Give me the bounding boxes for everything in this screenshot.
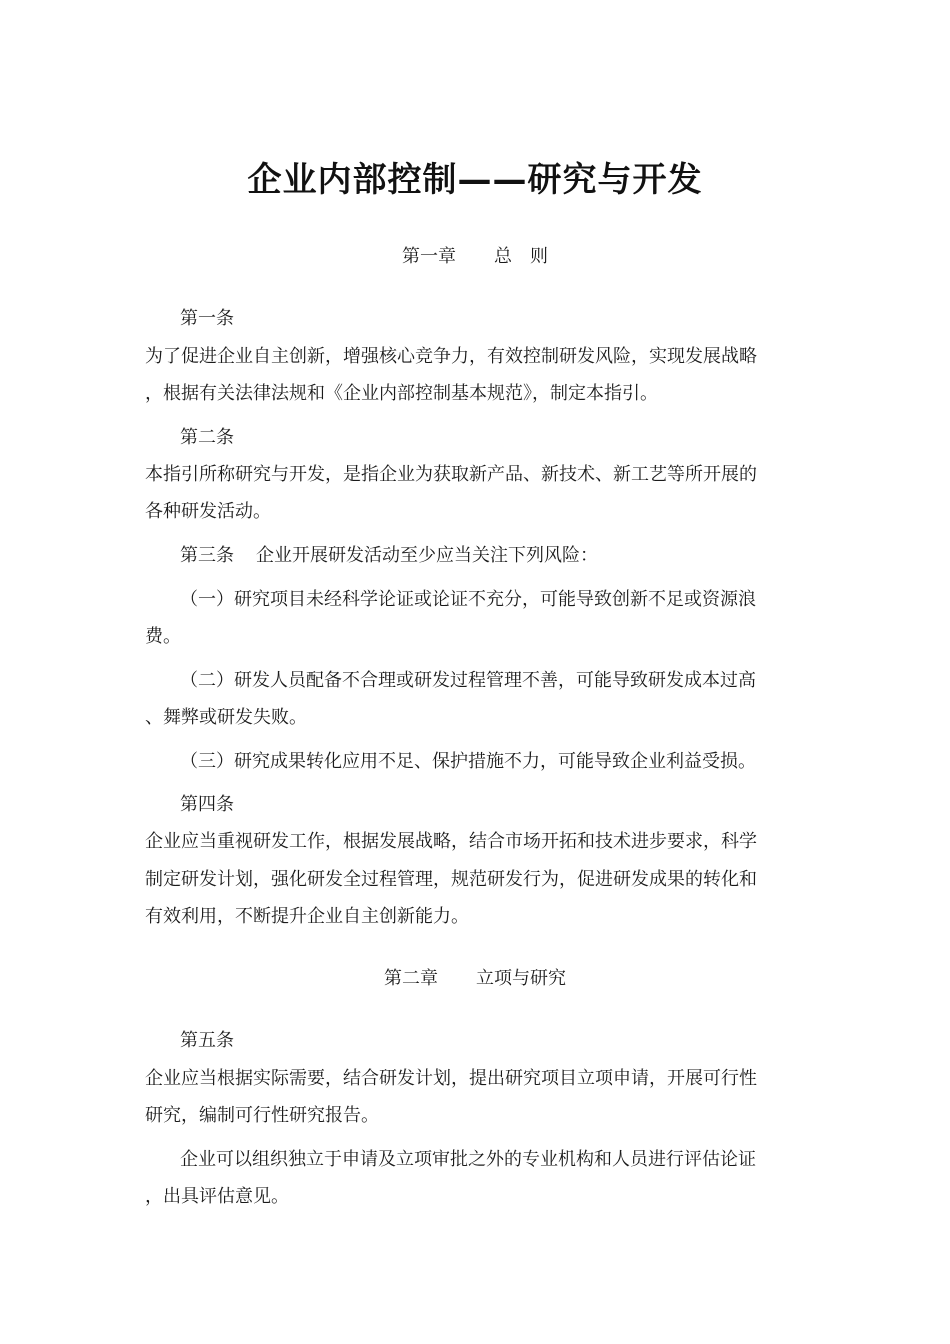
article-2-text-line-2: 各种研发活动。 xyxy=(145,501,271,522)
risk-2-line-2: 、舞弊或研发失败。 xyxy=(145,707,307,728)
article-2-label: 第二条 xyxy=(180,427,234,448)
article-4-text-line-3: 有效利用，不断提升企业自主创新能力。 xyxy=(145,906,469,927)
article-3-text: 企业开展研发活动至少应当关注下列风险： xyxy=(256,545,598,566)
chapter-1-heading xyxy=(0,244,950,270)
chapter-2-name: 立项与研究 xyxy=(476,968,566,989)
article-1-text-line-2: ，根据有关法律法规和《企业内部控制基本规范》，制定本指引。 xyxy=(145,383,658,404)
article-3 xyxy=(180,543,598,569)
article-1-label: 第一条 xyxy=(180,308,234,329)
chapter-1-label: 第一章 xyxy=(402,246,456,267)
article-5-text-line-2: 研究，编制可行性研究报告。 xyxy=(145,1105,379,1126)
article-5-label: 第五条 xyxy=(180,1030,234,1051)
chapter-2-label: 第二章 xyxy=(384,968,438,989)
risk-3-line-1: （三）研究成果转化应用不足、保护措施不力，可能导致企业利益受损。 xyxy=(180,751,756,772)
article-2-text-line-1: 本指引所称研究与开发，是指企业为获取新产品、新技术、新工艺等所开展的 xyxy=(145,464,757,485)
risk-2-line-1: （二）研发人员配备不合理或研发过程管理不善，可能导致研发成本过高 xyxy=(180,670,756,691)
article-4-text-line-2: 制定研发计划，强化研发全过程管理，规范研发行为，促进研发成果的转化和 xyxy=(145,869,757,890)
article-5-text-line-1: 企业应当根据实际需要，结合研发计划，提出研究项目立项申请，开展可行性 xyxy=(145,1068,757,1089)
document-title: 企业内部控制——研究与开发 xyxy=(247,160,703,200)
article-3-label: 第三条 xyxy=(180,545,234,566)
article-4-text-line-1: 企业应当重视研发工作，根据发展战略，结合市场开拓和技术进步要求，科学 xyxy=(145,831,757,852)
chapter-1-name: 总 则 xyxy=(494,246,548,267)
risk-1-line-1: （一）研究项目未经科学论证或论证不充分，可能导致创新不足或资源浪 xyxy=(180,589,756,610)
risk-1-line-2: 费。 xyxy=(145,626,181,647)
article-1-text-line-1: 为了促进企业自主创新，增强核心竞争力，有效控制研发风险，实现发展战略 xyxy=(145,346,757,367)
article-5-para-2-line-1: 企业可以组织独立于申请及立项审批之外的专业机构和人员进行评估论证 xyxy=(180,1149,756,1170)
article-5-para-2-line-2: ，出具评估意见。 xyxy=(145,1186,289,1207)
chapter-2-heading xyxy=(0,966,950,992)
article-4-label: 第四条 xyxy=(180,794,234,815)
